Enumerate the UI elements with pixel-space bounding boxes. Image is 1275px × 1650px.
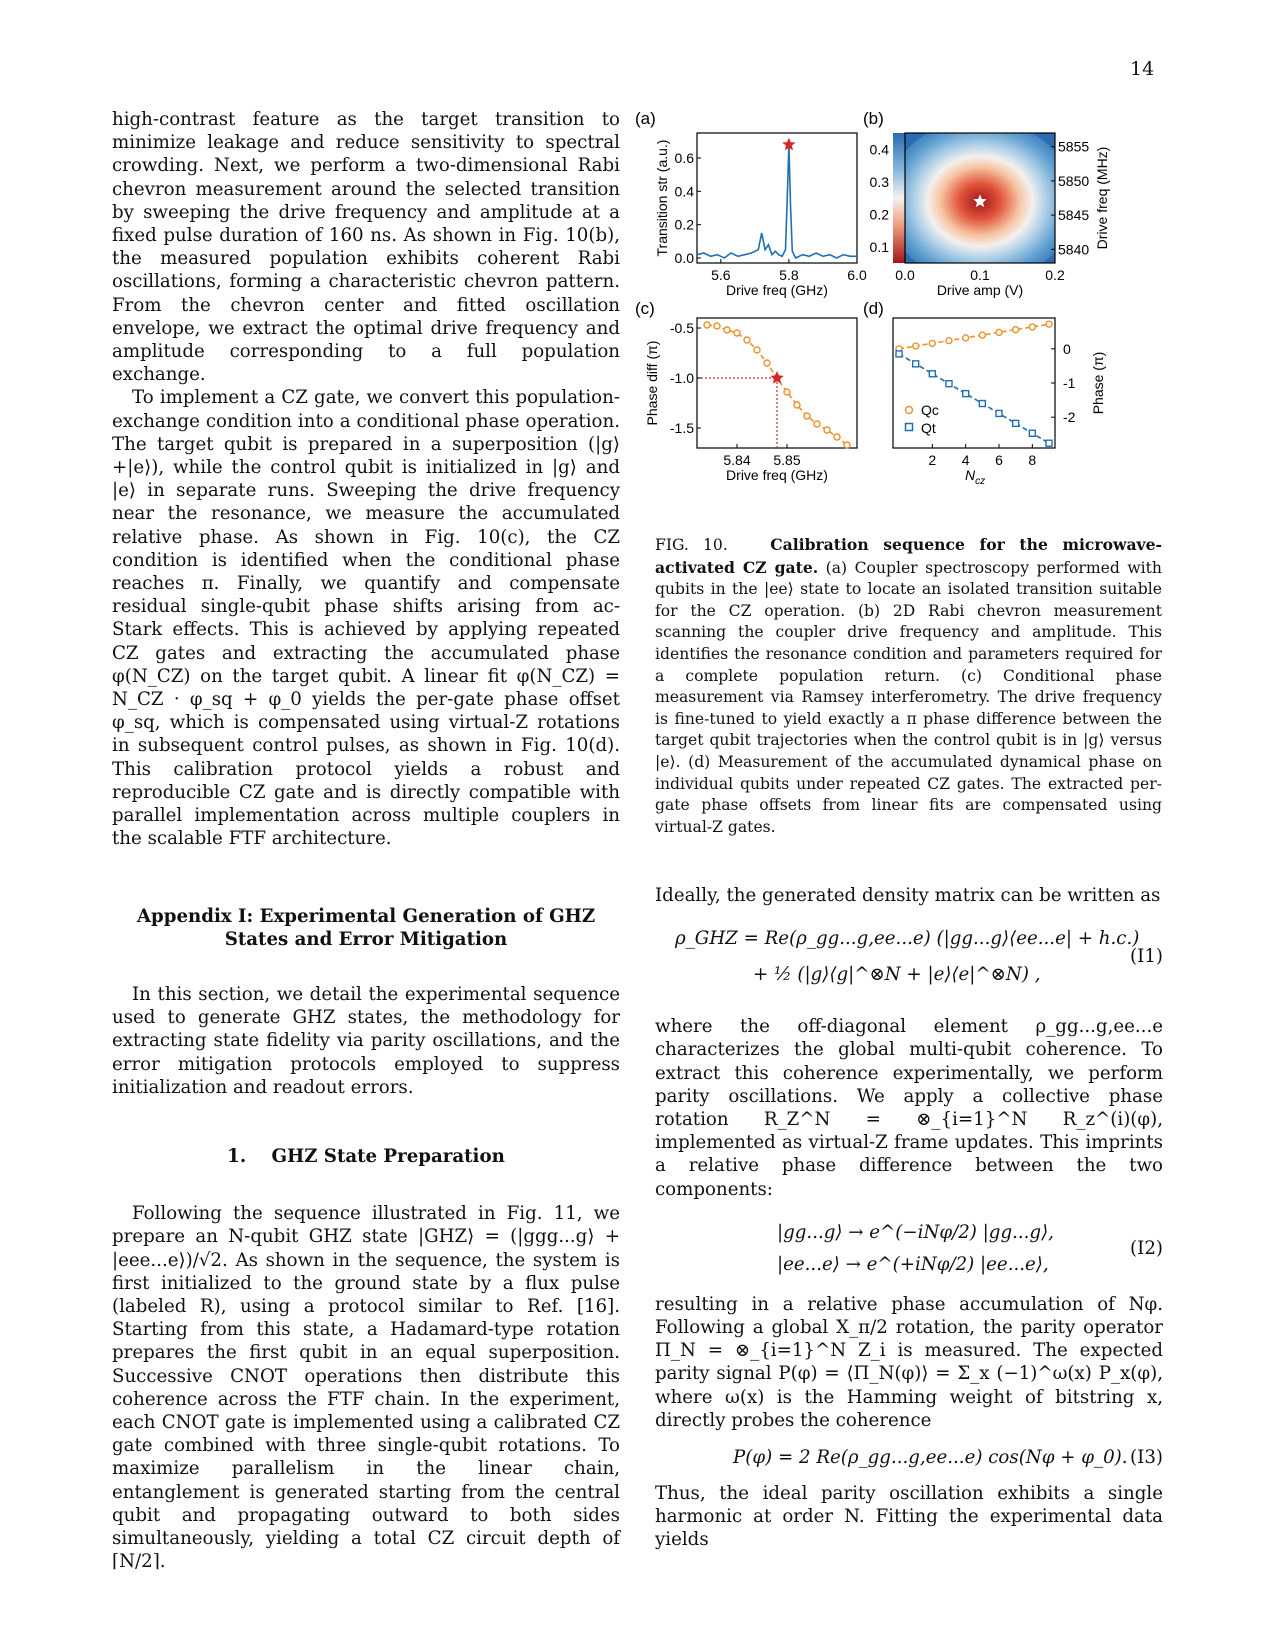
panel-d-qc-point [1046, 321, 1052, 327]
paragraph-2: To implement a CZ gate, we convert this population-exchange condition into a conditional phase operation. The target qubit is prepared in a superposition (|g⟩+|e⟩), while the control qubit is initialized in |g⟩ and |e⟩ in separate runs. Sweeping the drive frequency near the resonance, we measure the accumulated relative phase. As shown in Fig. 10(c), the CZ condition is identified when the conditional phase reaches π. Finally, we quantify and compensate residual single-qubit phase shifts arising from ac-Stark effects. This is achieved by applying repeated CZ gates and extracting the accumulated phase φ(N_CZ) on the target qubit. A linear fit φ(N_CZ) = N_CZ · φ_sq + φ_0 yields the per-gate phase offset φ_sq, which is compensated using virtual-Z rotations in subsequent control pulses, as shown in Fig. 10(d). This calibration protocol yields a robust and reproducible CZ gate and is directly compatible with parallel implementation across multiple couplers in the scalable FTF architecture. [112, 387, 620, 850]
panel-d-qt-point [1029, 430, 1035, 436]
panel-d-xtick-label: 8 [1028, 452, 1037, 468]
panel-d-qc-fit [899, 324, 1049, 349]
equation-i1 [655, 907, 1163, 1015]
panel-b-xtick-label: 0.2 [1045, 267, 1065, 283]
eq2-line-1: |gg...g⟩ → e^(−iNφ/2) |gg...g⟩, [777, 1221, 1054, 1243]
legend-qt-marker [906, 424, 913, 431]
panel-c-ylabel: Phase diff (π) [644, 340, 660, 426]
panel-a-ytick-label: 0.4 [674, 183, 694, 200]
panel-d-qc-point [929, 340, 935, 346]
panel-c-point [754, 347, 760, 353]
panel-a-frame [697, 133, 857, 263]
appendix-title-line-1: Appendix I: Experimental Generation of GHZ [136, 905, 596, 927]
panel-a-plot [697, 139, 857, 258]
panel-a-ytick-label: 0.2 [674, 216, 694, 233]
panel-c-point [744, 337, 750, 343]
caption-text: (a) Coupler spectroscopy performed with qubits in the |ee⟩ state to locate an isolated transition suitable for the CZ operation. (b) 2D Rabi chevron measurement scanning the coupler drive frequency and amplitude. This identifies the resonance condition and parameters required for a complete population return. (c) Conditional phase measurement via Ramsey interferometry. The drive frequency is fine-tuned to yield exactly a π phase difference between the target qubit trajectories when the control qubit is in |g⟩ versus |e⟩. (d) Measurement of the accumulated dynamical phase on individual qubits under repeated CZ gates. The extracted per-gate phase offsets from linear fits are compensated using virtual-Z gates. [655, 558, 1162, 836]
panel-d-qc-point [1029, 324, 1035, 330]
panel-label-c: (c) [635, 299, 655, 318]
panel-d-qc-point [1013, 327, 1019, 333]
panel-a [654, 133, 867, 298]
caption-label: FIG. 10. [655, 536, 728, 554]
panel-a-xtick-label: 5.6 [711, 267, 731, 283]
legend-qt-label: Qt [921, 420, 936, 436]
panel-d-qt-point [929, 371, 935, 377]
panel-d-ytick-label: -2 [1063, 409, 1076, 426]
panel-d [893, 318, 1106, 487]
panel-d-qc-point [963, 335, 969, 341]
panel-c-point [824, 427, 830, 433]
panel-d-qc-point [913, 343, 919, 349]
paragraph-density-matrix: Ideally, the generated density matrix can be written as [655, 885, 1161, 906]
panel-d-legend [906, 402, 939, 436]
panel-b-colorbar-label: 0.4 [869, 141, 889, 158]
panel-b [870, 119, 1110, 298]
panel-a-ytick-label: 0.6 [674, 150, 694, 166]
panel-a-xtick-label: 6.0 [847, 267, 867, 283]
panel-d-qt-point [979, 401, 985, 407]
panel-a-xlabel: Drive freq (GHz) [726, 282, 828, 298]
panel-d-xtick-label: 6 [995, 452, 1003, 468]
panel-d-qt-point [946, 381, 952, 387]
panel-b-xtick-label: 0.0 [895, 267, 915, 283]
panel-b-colorbar-ticks [870, 141, 890, 255]
panel-b-ytick-label: 5855 [1058, 138, 1090, 155]
panel-b-yticks [1051, 139, 1089, 258]
panel-b-colorbar-label: 0.3 [869, 173, 889, 190]
panel-d-qc-point [996, 329, 1002, 335]
panel-d-ytick-label: 0 [1063, 340, 1071, 357]
panel-c-point [834, 434, 840, 440]
panel-label-b: (b) [863, 109, 884, 128]
panel-a-xtick-label: 5.8 [779, 267, 799, 283]
panel-c-point [794, 402, 800, 408]
panel-c-ytick-label: -1.0 [669, 370, 694, 386]
equation-i3 [655, 1432, 1163, 1482]
eq3-number: (I3) [1130, 1447, 1163, 1469]
paragraph-3: In this section, we detail the experimental sequence used to generate GHZ states, the methodology for extracting state fidelity via parity oscillations, and the error mitigation protocols employed to suppress initialization and readout errors. [112, 983, 620, 1098]
panel-c-plot [697, 322, 850, 448]
panel-d-qt-point [963, 391, 969, 397]
panel-a-ylabel: Transition str (a.u.) [654, 139, 670, 257]
eq2-number: (I2) [1130, 1237, 1163, 1259]
figure-10 [635, 108, 1155, 518]
eq1-number: (I1) [1130, 946, 1163, 968]
panel-d-qt-point [1013, 420, 1019, 426]
panel-a-ytick-label: 0.0 [674, 250, 694, 266]
panel-b-ytick-label: 5845 [1058, 207, 1090, 224]
panel-c-point [764, 360, 770, 366]
panel-d-qt-point [913, 361, 919, 367]
panel-b-colorbar-label: 0.2 [869, 206, 889, 223]
panel-c-point [814, 421, 820, 427]
panel-d-xtick-label: 2 [928, 452, 937, 468]
panel-c-point [784, 389, 790, 395]
panel-c-point [714, 323, 720, 329]
panel-d-ylabel: Phase (π) [1090, 351, 1106, 415]
appendix-title-line-2: States and Error Mitigation [224, 928, 508, 950]
panel-c-point [804, 413, 810, 419]
panel-c-yticks [670, 320, 701, 436]
subsection-title: 1. GHZ State Preparation [227, 1145, 505, 1167]
panel-b-xticks [895, 267, 1065, 283]
panel-c-point [734, 330, 740, 336]
panel-b-ytick-label: 5840 [1058, 241, 1090, 258]
panel-d-frame [893, 318, 1055, 448]
panel-c-xtick-label: 5.84 [723, 452, 751, 468]
panel-label-a: (a) [635, 109, 656, 128]
panel-label-d: (d) [863, 299, 884, 318]
panel-c-ytick-label: -1.5 [669, 420, 694, 436]
eq2-line-2: |ee...e⟩ → e^(+iNφ/2) |ee...e⟩, [777, 1253, 1049, 1275]
panel-b-xlabel: Drive amp (V) [936, 282, 1024, 298]
panel-d-qt-point [896, 351, 902, 357]
panel-b-ytick-label: 5850 [1058, 172, 1090, 189]
panel-c-xtick-label: 5.85 [773, 452, 801, 468]
panel-c-xlabel: Drive freq (GHz) [726, 467, 828, 483]
paragraph-parity-signal: resulting in a relative phase accumulation of Nφ. Following a global X_π/2 rotation, the parity operator Π_N = ⊗_{i=1}^N Z_i is measured. The expected parity signal P(φ) = ⟨Π_N(φ)⟩ = Σ_x (−1)^ω(x) P_x(φ), where ω(x) is the Hamming weight of bitstring x, directly probes the coherence [655, 1293, 1163, 1431]
panel-c-point [724, 327, 730, 333]
paragraph-1: high-contrast feature as the target transition to minimize leakage and reduce sensitivity to spectral crowding. Next, we perform a two-dimensional Rabi chevron measurement around the selected transition by sweeping the drive frequency and amplitude at a fixed pulse duration of 160 ns. As shown in Fig. 10(b), the measured population exhibits coherent Rabi oscillations, forming a characteristic chevron pattern. From the chevron center and fitted oscillation envelope, we extract the optimal drive frequency and amplitude corresponding to a full population exchange. [112, 109, 620, 386]
panel-c-ytick-label: -0.5 [669, 320, 694, 336]
paragraph-parity: where the off-diagonal element ρ_gg...g,ee...e characterizes the global multi-qubit coherence. To extract this coherence experimentally, we perform parity oscillations. We apply a collective phase rotation R_Z^N = ⊗_{i=1}^N R_z^(i)(φ), implemented as virtual-Z frame updates. This imprints a relative phase difference between the two components: [655, 1016, 1163, 1200]
panel-d-xtick-label: 4 [961, 452, 970, 468]
panel-c-point [704, 322, 710, 328]
panel-b-xtick-label: 0.1 [970, 267, 990, 283]
left-column [112, 108, 620, 1573]
right-column [655, 884, 1163, 1552]
panel-d-qt-point [996, 410, 1002, 416]
panel-d-xlabel: $N_{cz}$ [964, 467, 986, 487]
panel-d-plot [896, 321, 1052, 446]
panel-d-qc-point [946, 338, 952, 344]
paragraph-harmonic: Thus, the ideal parity oscillation exhibits a single harmonic at order N. Fitting the experimental data yields [655, 1483, 1163, 1551]
panel-c-point [844, 442, 850, 448]
figure-caption [655, 534, 1162, 838]
panel-d-qt-point [1046, 440, 1052, 446]
panel-c [644, 318, 857, 483]
panel-b-ylabel: Drive freq (MHz) [1094, 146, 1110, 250]
panel-b-colorbar [893, 133, 905, 263]
page-number: 14 [1130, 58, 1155, 80]
panel-b-colorbar-label: 0.1 [869, 238, 889, 255]
eq3-line: P(φ) = 2 Re(ρ_gg...g,ee...e) cos(Nφ + φ_0). [733, 1447, 1128, 1469]
panel-d-qc-point [979, 332, 985, 338]
legend-qc-marker [906, 407, 913, 414]
caption-bold-title: Calibration sequence for the microwave-activated CZ gate. [655, 535, 1163, 577]
equation-i2 [655, 1201, 1163, 1293]
eq1-line-2: + ½ (|g⟩⟨g|^⊗N + |e⟩⟨e|^⊗N) , [753, 964, 1041, 986]
panel-d-ytick-label: -1 [1063, 375, 1076, 391]
panel-a-line [697, 145, 857, 258]
figure-10-svg [635, 108, 1155, 518]
eq1-line-1: ρ_GHZ = Re(ρ_gg...g,ee...e) (|gg...g⟩⟨ee...e| + h.c.) [675, 928, 1140, 950]
legend-qc-label: Qc [921, 402, 939, 418]
paragraph-4: Following the sequence illustrated in Fig. 11, we prepare an N-qubit GHZ state |GHZ⟩ = (|ggg...g⟩ + |eee...e⟩)/√2. As shown in the sequence, the system is first initialized to the ground state by a flux pulse (labeled R), using a protocol similar to Ref. [16]. Starting from this state, a Hadamard-type rotation prepares the first qubit in an equal superposition. Successive CNOT operations then distribute this coherence across the FTF chain. In the experiment, each CNOT gate is implemented using a calibrated CZ gate combined with three single-qubit rotations. To maximize parallelism in the linear chain, entanglement is generated starting from the central qubit and propagating outward to both sides simultaneously, yielding a total CZ circuit depth of ⌈N/2⌉. [112, 1203, 620, 1573]
